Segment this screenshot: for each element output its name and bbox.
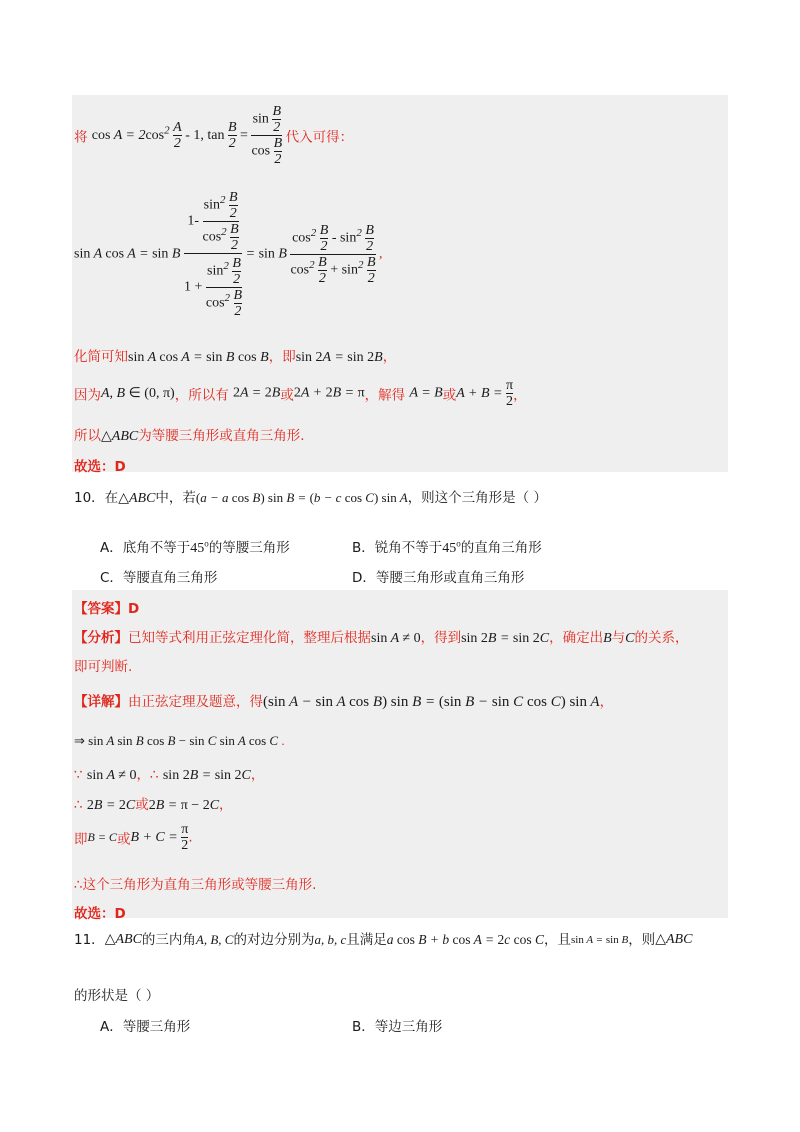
q10-step2: ∵ sin A ≠ 0，∴ sin 2B = sin 2C，: [74, 767, 265, 783]
q11-text-1: 的三内角: [141, 932, 196, 948]
q10-answer: [74, 597, 139, 617]
q11-text-5: ，则: [628, 932, 656, 948]
q10-answer-tag: 【答案】: [74, 601, 128, 617]
q9-sub-suffix: 代入可得：: [285, 129, 354, 146]
q10-therefore-symbol: ，∴: [136, 767, 159, 783]
q11-stem: 11．△ABC的三内角A, B, C的对边分别为a, b, c且满足a cos B + b cos A = 2c cos C，且$^{sin A = sin B}$，则△ABC: [74, 932, 693, 948]
q10-ji: 即: [74, 831, 88, 848]
q10-step3-or: 或: [135, 797, 149, 813]
q10-option-a-suffix: 的等腰三角形: [208, 540, 290, 556]
q9-because-or: 或: [280, 387, 294, 404]
q10-answer-value: D: [128, 601, 140, 617]
q9-sub-formula: $\cos A = 2\cos^2$ $\frac{A}{2}$ - 1, tan $\frac{B}{2}$ = sin $\frac{B}{2}$ cos $\frac{B}{2}$: [91, 104, 283, 167]
q9-simplify-prefix: 化简可知: [74, 349, 128, 365]
q10-option-b-prefix: B．锐角不等于: [352, 540, 443, 556]
q11-text-2: 的对边分别为: [233, 932, 315, 948]
q9-because-or2: 或: [442, 387, 457, 404]
q11-option-a: A．等腰三角形: [100, 1019, 191, 1035]
q10-mid: 中，若: [155, 490, 196, 506]
q9-because-prefix: 因为: [74, 387, 101, 404]
q9-choose: 故选：D: [74, 459, 126, 475]
q10-analysis: 【分析】已知等式利用正弦定理化简，整理后根据sin A ≠ 0，得到sin 2B = sin 2C，确定出B与C的关系，: [74, 630, 689, 646]
q11-number: 11．: [74, 932, 105, 948]
q10-option-b: B．锐角不等于45$^o$的直角三角形: [352, 538, 542, 556]
q10-detail-tag: 【详解】: [74, 694, 128, 710]
q10-analysis-5: 的关系，: [634, 630, 689, 646]
q10-detail-tail: ，: [599, 694, 614, 710]
q10-option-b-suffix: 的直角三角形: [460, 540, 542, 556]
q9-so-suffix: 为等腰三角形或直角三角形.: [138, 428, 305, 444]
q9-substitution-line: [74, 104, 353, 167]
q10-analysis-line2: 即可判断.: [74, 659, 133, 675]
q10-option-d: D．等腰三角形或直角三角形: [352, 570, 525, 586]
q10-option-c: C．等腰直角三角形: [100, 570, 218, 586]
q11-stem-line2: 的形状是（ ）: [74, 988, 160, 1004]
q9-derivation-formula: sin A cos A = sin B 1- $\sin^2$ $\frac{B}{2}$ $\cos^2$ $\frac{B}{2}$ 1 + $\sin^2$ $\frac{B}{2}$ $\cos^2$ $\frac{B}{2}$ = sin B $\cos^2$ $\frac{B}{2}$ - $\sin^2$ $\frac{B}{2}$ $\cos^2$ $\frac{B}{2}$ + $\sin^2$ $\frac{B}{2}$ ,: [74, 190, 383, 319]
q9-so-prefix: 所以: [74, 428, 101, 444]
q10-number: 10．在: [74, 490, 119, 506]
q10-detail-1: 由正弦定理及题意，得: [128, 694, 263, 710]
q10-tail: ，则这个三角形是（ ）: [407, 490, 547, 506]
q9-because-mid2: ，解得: [364, 387, 406, 404]
q9-simplify-end: ，: [382, 349, 397, 365]
q9-because-mid1: ，所以有: [174, 387, 229, 404]
q10-detail: 【详解】由正弦定理及题意，得(sin A − sin A cos B) sin B = (sin B − sin C cos C) sin A，: [74, 694, 614, 710]
q10-choose: 故选：D: [74, 906, 126, 922]
q10-analysis-2: ，得到: [420, 630, 462, 646]
q10-analysis-1: 已知等式利用正弦定理化简，整理后根据: [128, 630, 371, 646]
q9-simplify-line: 化简可知sin A cos A = sin B cos B，即sin 2A = sin 2B，: [74, 349, 397, 365]
q11-text-4: ，且: [544, 932, 572, 948]
q9-simplify-mid: ，即: [268, 349, 296, 365]
q10-analysis-3: ，确定出: [549, 630, 604, 646]
q10-analysis-4: 与: [611, 630, 626, 646]
q9-so-line: 所以△ABC为等腰三角形或直角三角形.: [74, 428, 305, 444]
q9-because-line: 因为A, B ∈ (0, π)，所以有 2A = 2B或2A + 2B = π，解得 A = B或A + B = $\frac{\pi}{2}$ ，: [74, 378, 527, 409]
q10-stem: 10．在△ABC中，若(a − a cos B) sin B = (b − c cos C) sin A，则这个三角形是（ ）: [74, 490, 547, 506]
q11-text-3: 且满足: [346, 932, 387, 948]
q10-analysis-tag: 【分析】: [74, 630, 128, 646]
q10-conclusion: ∴这个三角形为直角三角形或等腰三角形.: [74, 877, 317, 893]
q10-step3: ∴ 2B = 2C或2B = π − 2C，: [74, 797, 233, 813]
q10-option-a-prefix: A．底角不等于: [100, 540, 191, 556]
q10-since-symbol: ∵: [74, 767, 83, 783]
q10-ji-or: 或: [116, 831, 131, 848]
q9-sub-prefix: 将: [74, 129, 88, 146]
q10-option-a: A．底角不等于45$^o$的等腰三角形: [100, 538, 290, 556]
q10-step1: ⇒ sin A sin B cos B − sin C sin A cos C .: [74, 733, 285, 748]
q10-step4: 即B = C或B + C = $\frac{\pi}{2}$ .: [74, 822, 193, 853]
q11-option-b: B．等边三角形: [352, 1019, 443, 1035]
